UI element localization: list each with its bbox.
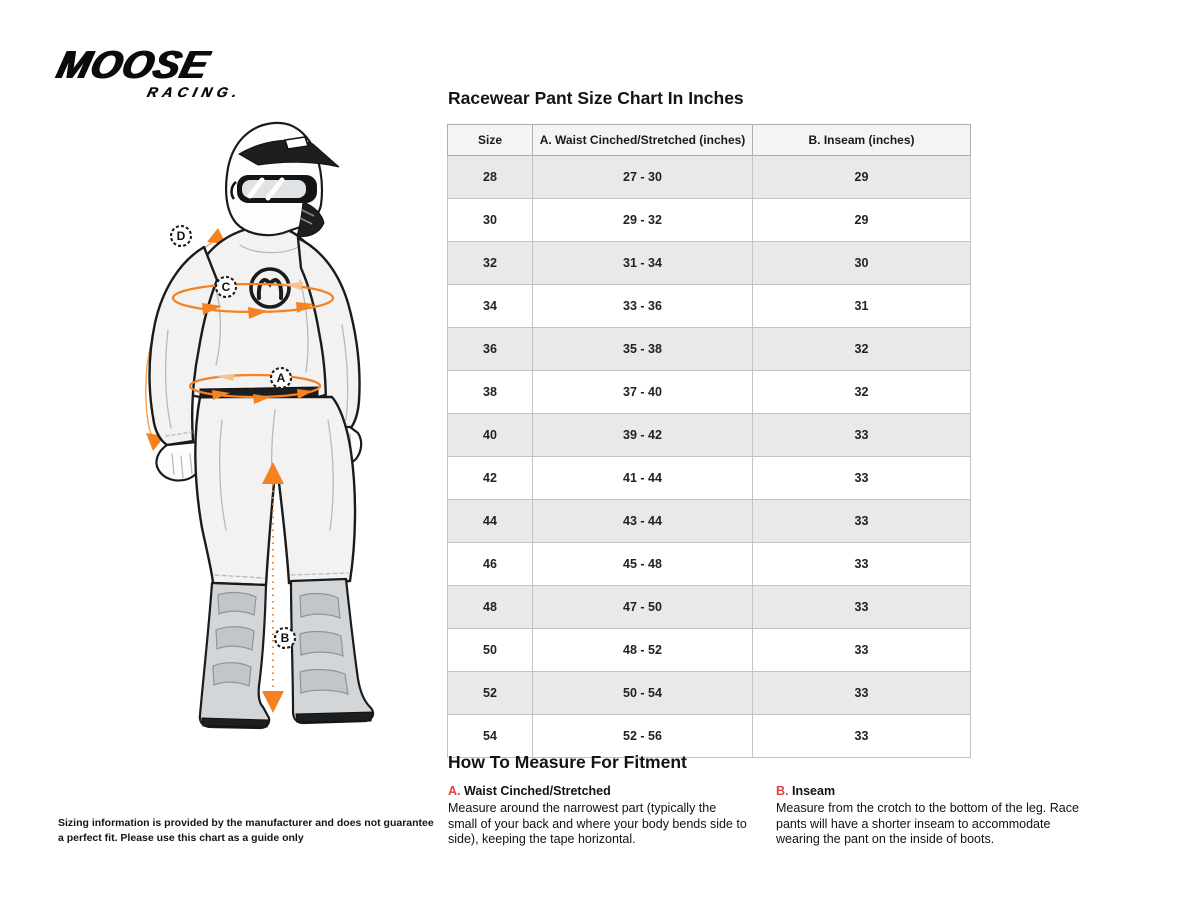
how-to-measure-title: How To Measure For Fitment	[448, 752, 687, 772]
goggles	[232, 175, 317, 203]
column-header-inseam: B. Inseam (inches)	[753, 125, 971, 156]
inseam-cell: 30	[753, 242, 971, 285]
inseam-cell: 33	[753, 629, 971, 672]
measure-item-waist	[448, 784, 748, 848]
table-row	[448, 285, 971, 328]
size-cell: 46	[448, 543, 533, 586]
size-cell: 40	[448, 414, 533, 457]
brand-logo-racing: RACING.	[145, 84, 244, 101]
size-cell: 52	[448, 672, 533, 715]
measure-item-inseam-label	[776, 784, 1094, 798]
waist-cell: 33 - 36	[533, 285, 753, 328]
inseam-cell: 29	[753, 156, 971, 199]
svg-text:A: A	[276, 371, 286, 385]
size-cell: 30	[448, 199, 533, 242]
measure-label-text-a: Waist Cinched/Stretched	[463, 784, 611, 798]
svg-text:B: B	[280, 631, 290, 645]
size-cell: 38	[448, 371, 533, 414]
table-row	[448, 629, 971, 672]
size-cell: 36	[448, 328, 533, 371]
how-to-measure-section	[448, 752, 1128, 848]
table-row	[448, 543, 971, 586]
measure-label-text-b: Inseam	[791, 784, 836, 798]
column-header-waist: A. Waist Cinched/Stretched (inches)	[533, 125, 753, 156]
waist-cell: 48 - 52	[533, 629, 753, 672]
waist-cell: 52 - 56	[533, 715, 753, 758]
table-row	[448, 414, 971, 457]
pants	[195, 397, 355, 585]
waist-cell: 37 - 40	[533, 371, 753, 414]
waist-cell: 47 - 50	[533, 586, 753, 629]
measure-item-inseam-text: Measure from the crotch to the bottom of the leg. Race pants will have a shorter inseam to accommodate wearing the pant on the inside of boots.	[776, 801, 1079, 847]
right-boot	[291, 579, 373, 723]
column-header-size: Size	[448, 125, 533, 156]
inseam-cell: 33	[753, 457, 971, 500]
table-header-row	[448, 125, 971, 156]
brand-logo-moose: MOOSE	[52, 44, 214, 87]
size-chart-table	[447, 124, 971, 758]
waist-cell: 45 - 48	[533, 543, 753, 586]
table-body	[448, 156, 971, 758]
size-cell: 28	[448, 156, 533, 199]
waist-cell: 27 - 30	[533, 156, 753, 199]
size-cell: 48	[448, 586, 533, 629]
helmet	[226, 123, 339, 237]
inseam-cell: 29	[753, 199, 971, 242]
inseam-cell: 33	[753, 715, 971, 758]
measure-label-b	[275, 628, 295, 648]
size-cell: 34	[448, 285, 533, 328]
size-cell: 32	[448, 242, 533, 285]
svg-text:C: C	[221, 280, 231, 294]
table-row	[448, 500, 971, 543]
inseam-cell: 33	[753, 543, 971, 586]
waist-cell: 35 - 38	[533, 328, 753, 371]
waist-cell: 50 - 54	[533, 672, 753, 715]
rider-measurement-diagram	[50, 110, 450, 755]
inseam-cell: 33	[753, 500, 971, 543]
size-cell: 44	[448, 500, 533, 543]
size-chart-title: Racewear Pant Size Chart In Inches	[448, 88, 744, 108]
table-row	[448, 371, 971, 414]
table-row	[448, 586, 971, 629]
brand-logo	[50, 44, 253, 101]
waist-cell: 39 - 42	[533, 414, 753, 457]
inseam-cell: 31	[753, 285, 971, 328]
table-row	[448, 242, 971, 285]
measure-letter-a: A.	[448, 784, 461, 798]
disclaimer-text: Sizing information is provided by the manufacturer and does not guarantee a perfect fit. Please use this chart as a guide only	[58, 817, 434, 844]
waist-cell: 29 - 32	[533, 199, 753, 242]
size-cell: 50	[448, 629, 533, 672]
table-row	[448, 328, 971, 371]
table-row	[448, 672, 971, 715]
measure-letter-b: B.	[776, 784, 789, 798]
size-cell: 42	[448, 457, 533, 500]
size-cell: 54	[448, 715, 533, 758]
inseam-cell: 32	[753, 371, 971, 414]
measure-item-waist-label	[448, 784, 748, 798]
inseam-cell: 33	[753, 672, 971, 715]
inseam-cell: 32	[753, 328, 971, 371]
table-row	[448, 457, 971, 500]
waist-cell: 31 - 34	[533, 242, 753, 285]
measure-label-a	[271, 368, 291, 388]
table-row	[448, 156, 971, 199]
measure-label-c	[216, 277, 236, 297]
inseam-cell: 33	[753, 586, 971, 629]
left-boot	[200, 583, 269, 728]
measure-label-d	[171, 226, 191, 246]
inseam-cell: 33	[753, 414, 971, 457]
measure-item-inseam	[776, 784, 1094, 848]
svg-text:D: D	[176, 229, 186, 243]
waist-cell: 43 - 44	[533, 500, 753, 543]
waist-cell: 41 - 44	[533, 457, 753, 500]
measure-item-waist-text: Measure around the narrowest part (typically the small of your back and where your body bends side to side), keeping the tape horizontal.	[448, 801, 747, 847]
table-row	[448, 199, 971, 242]
